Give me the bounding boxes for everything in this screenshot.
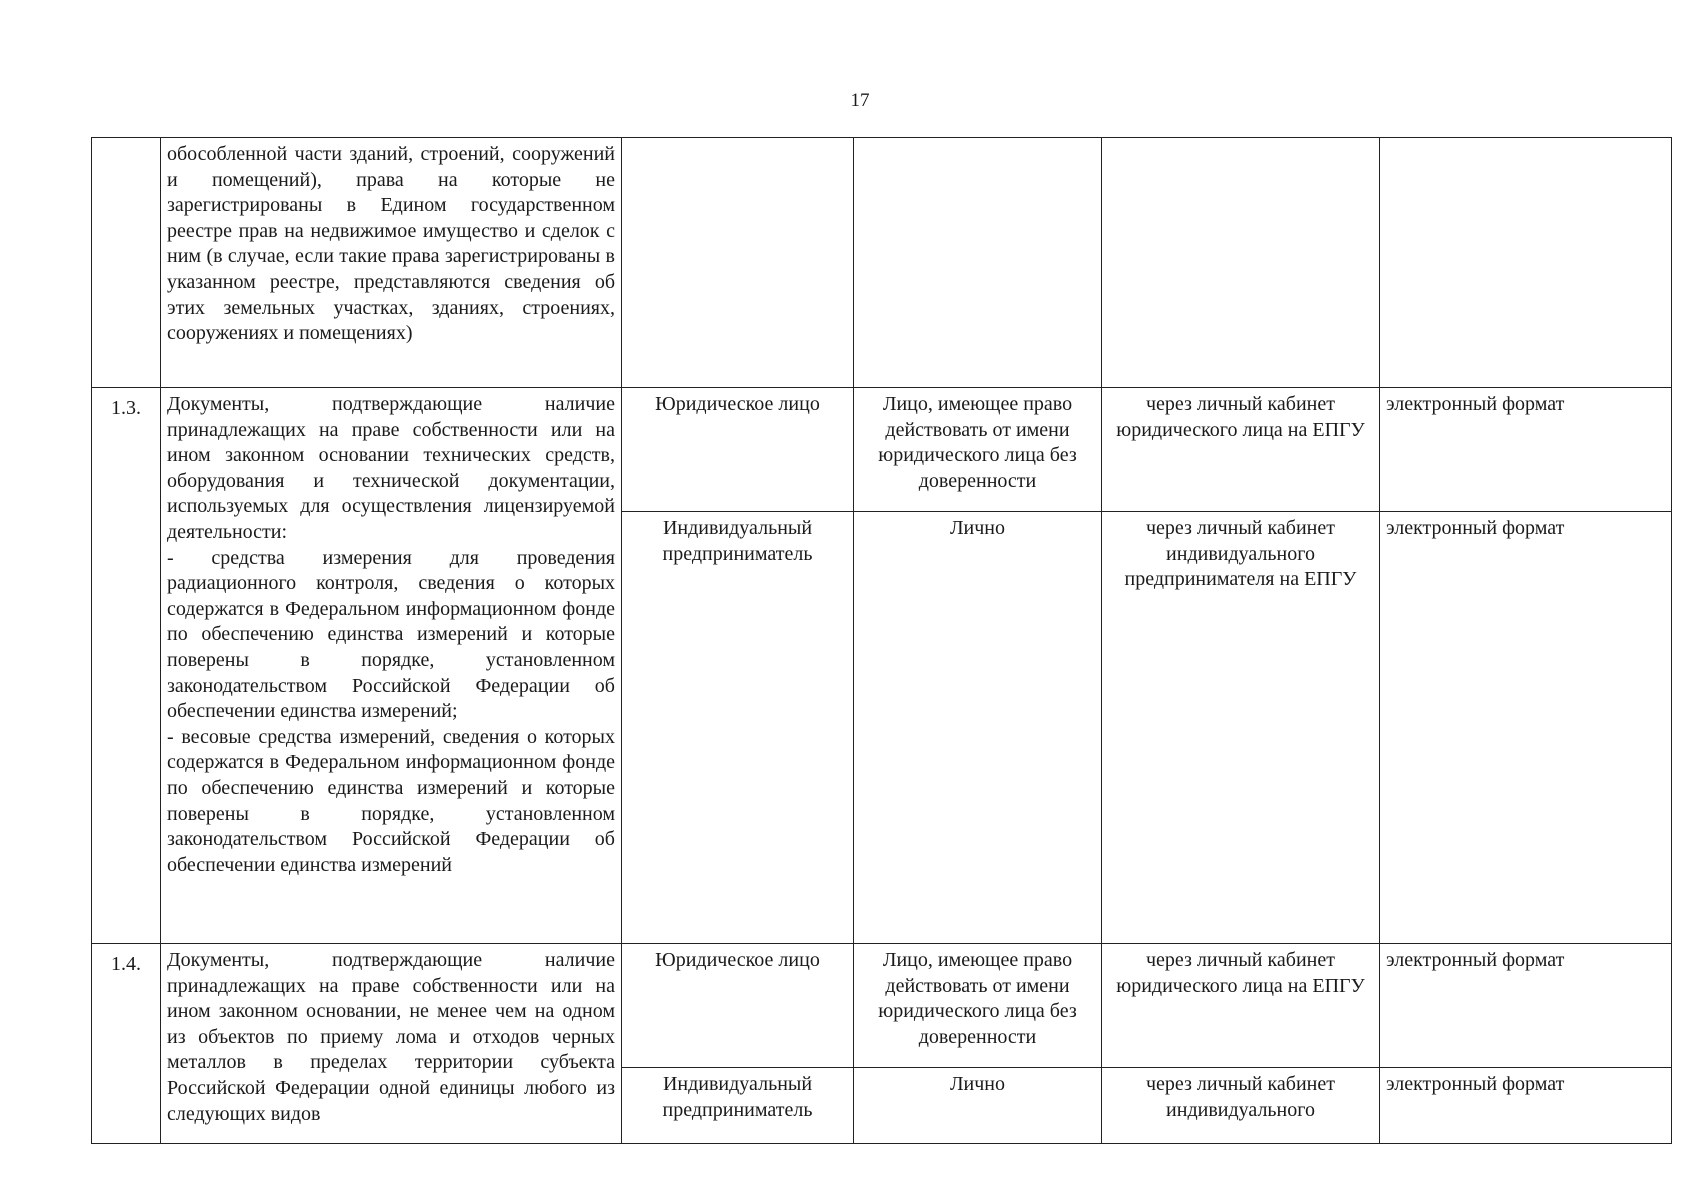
- document-list-item: - весовые средства измерений, сведения о которых содержатся в Федеральном информационном фонде по обеспечению единства измерений и которые поверены в порядке, установленном законодательством Российской Федерации об обеспечении единства измерений: [167, 725, 615, 876]
- table-row-continuation: [92, 138, 1672, 388]
- format-cell: [1380, 138, 1672, 388]
- row-number-cell: [92, 138, 161, 388]
- document-list-item: - средства измерения для проведения радиационного контроля, сведения о которых содержатся в Федеральном информационном фонде по обеспечению единства измерений и которые поверены в порядке, установленном законодательством Российской Федерации об обеспечении единства измерений;: [167, 546, 615, 723]
- submission-method: через личный кабинет юридического лица на ЕПГУ: [1102, 388, 1380, 512]
- page-number: 17: [850, 90, 870, 111]
- submission-method-cell: [1102, 138, 1380, 388]
- submitter: Лично: [854, 1068, 1102, 1144]
- submitter-cell: [854, 138, 1102, 388]
- row-number: 1.3.: [92, 388, 161, 944]
- table-row: [92, 944, 1672, 1068]
- applicant-cell: [622, 138, 854, 388]
- row-number: 1.4.: [92, 944, 161, 1144]
- submission-method: через личный кабинет индивидуального: [1102, 1068, 1380, 1144]
- submitter: Лицо, имеющее право действовать от имени юридического лица без доверенности: [854, 944, 1102, 1068]
- applicant-type: Индивидуальный предприниматель: [622, 512, 854, 944]
- applicant-type: Индивидуальный предприниматель: [622, 1068, 854, 1144]
- document-format: электронный формат: [1380, 512, 1672, 944]
- document-description: [161, 388, 622, 944]
- document-description: Документы, подтверждающие наличие принадлежащих на праве собственности или на ином законном основании, не менее чем на одном из объектов по приему лома и отходов черных металлов в пределах территории субъекта Российской Федерации одной единицы любого из следующих видов: [161, 944, 622, 1144]
- applicant-type: Юридическое лицо: [622, 944, 854, 1068]
- documents-table: [91, 137, 1672, 1144]
- submitter: Лицо, имеющее право действовать от имени юридического лица без доверенности: [854, 388, 1102, 512]
- document-format: электронный формат: [1380, 944, 1672, 1068]
- applicant-type: Юридическое лицо: [622, 388, 854, 512]
- document-intro: Документы, подтверждающие наличие принадлежащих на праве собственности или на ином законном основании технических средств, оборудования и технической документации, используемых для осуществления лицензируемой деятельности:: [167, 393, 615, 543]
- submission-method: через личный кабинет юридического лица на ЕПГУ: [1102, 944, 1380, 1068]
- document-format: электронный формат: [1380, 388, 1672, 512]
- document-description: обособленной части зданий, строений, сооружений и помещений), права на которые не зарегистрированы в Едином государственном реестре прав на недвижимое имущество и сделок с ним (в случае, если такие права зарегистрированы в указанном реестре, представляются сведения об этих земельных участках, зданиях, строениях, сооружениях и помещениях): [161, 138, 622, 388]
- submission-method: через личный кабинет индивидуального предпринимателя на ЕПГУ: [1102, 512, 1380, 944]
- table-row: [92, 388, 1672, 512]
- submitter: Лично: [854, 512, 1102, 944]
- document-format: электронный формат: [1380, 1068, 1672, 1144]
